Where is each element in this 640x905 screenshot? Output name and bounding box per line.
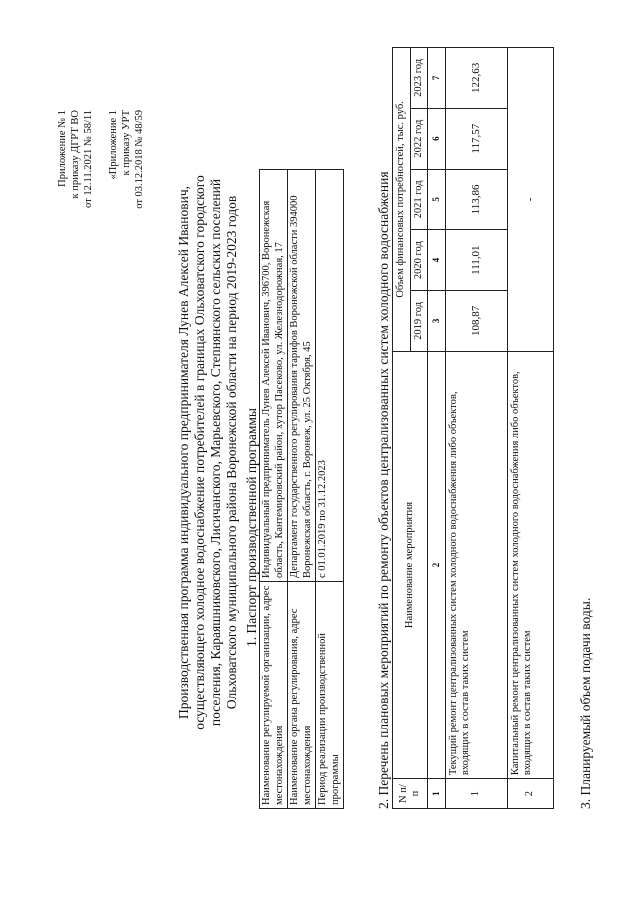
appendix-line: Приложение № 1 (57, 110, 68, 187)
table-header-row (393, 48, 411, 809)
passport-value: Департамент государственного регулирования тарифов Воронежской области 394000 Воронежская область, г. Воронеж, ул. 25 Октября, 45 (288, 170, 316, 582)
passport-value: с 01.01.2019 по 31.12.2023 (316, 170, 344, 582)
row-number: 2 (507, 779, 553, 809)
section-heading-plan: 2. Перечень плановых мероприятий по ремонту объектов централизованных систем холодного водоснабжения (376, 171, 391, 809)
row-value: 117,57 (445, 108, 507, 169)
row-dash: - (507, 48, 553, 352)
table-row (445, 48, 507, 809)
header-financial-need: Объем финансовых потребностей, тыс. руб. (393, 48, 411, 352)
header-year: 2022 год (410, 108, 428, 169)
appendix-line: «Приложение 1 (108, 110, 119, 180)
row-name: Текущий ремонт централизованных систем холодного водоснабжения либо объектов, входящих в состав таких систем (445, 351, 507, 778)
row-name: Капитальный ремонт централизованных систем холодного водоснабжения либо объектов, входящих в состав таких систем (507, 351, 553, 778)
appendix-line: от 12.11.2021 № 58/11 (83, 110, 94, 208)
column-index: 3 (428, 291, 446, 352)
header-name: Наименование мероприятия (393, 351, 428, 778)
row-value: 111,01 (445, 230, 507, 291)
row-value: 113,86 (445, 169, 507, 230)
table-row (507, 48, 553, 809)
appendix-header (56, 110, 146, 370)
appendix-line: от 03.12.2018 № 48/59 (134, 110, 145, 209)
header-year: 2023 год (410, 48, 428, 109)
document-title: Производственная программа индивидуального предпринимателя Лунев Алексей Иванович, осуществляющего холодное водоснабжение потребителей в границах Ольховатского городского поселения, Караяшниковского, Лисичанского, Марьевского, Степнянского сельских поселений Ольховатского муниципального района Воронежской области на период 2019-2023 годов (176, 175, 239, 730)
row-number: 1 (445, 779, 507, 809)
table-row (316, 170, 344, 809)
column-index-row (428, 48, 446, 809)
passport-table (259, 169, 344, 809)
table-row (260, 170, 288, 809)
passport-label: Наименование регулируемой организации, адрес местонахождения (260, 582, 288, 809)
table-row (288, 170, 316, 809)
row-value: 108,87 (445, 291, 507, 352)
appendix-line: к приказу УРТ (121, 110, 132, 176)
header-year: 2021 год (410, 169, 428, 230)
header-year: 2020 год (410, 230, 428, 291)
passport-value: Индивидуальный предприниматель Лунев Алексей Иванович, 396700, Воронежская область, Кантемировский район, хутор Пасеково, ул. Железнодорожная, 17 (260, 170, 288, 582)
passport-label: Период реализации производственной программы (316, 582, 344, 809)
column-index: 1 (428, 779, 446, 809)
header-year: 2019 год (410, 291, 428, 352)
column-index: 2 (428, 351, 446, 778)
section-heading-volume: 3. Планируемый объем подачи воды. (578, 597, 593, 809)
column-index: 7 (428, 48, 446, 109)
column-index: 6 (428, 108, 446, 169)
appendix-line: к приказу ДГРТ ВО (70, 110, 81, 199)
column-index: 5 (428, 169, 446, 230)
passport-label: Наименование органа регулирования, адрес местонахождения (288, 582, 316, 809)
section-heading-passport: 1. Паспорт производственной программы (244, 408, 259, 647)
header-n: N п/п (393, 779, 428, 809)
plan-table (392, 47, 554, 809)
row-value: 122,63 (445, 48, 507, 109)
column-index: 4 (428, 230, 446, 291)
